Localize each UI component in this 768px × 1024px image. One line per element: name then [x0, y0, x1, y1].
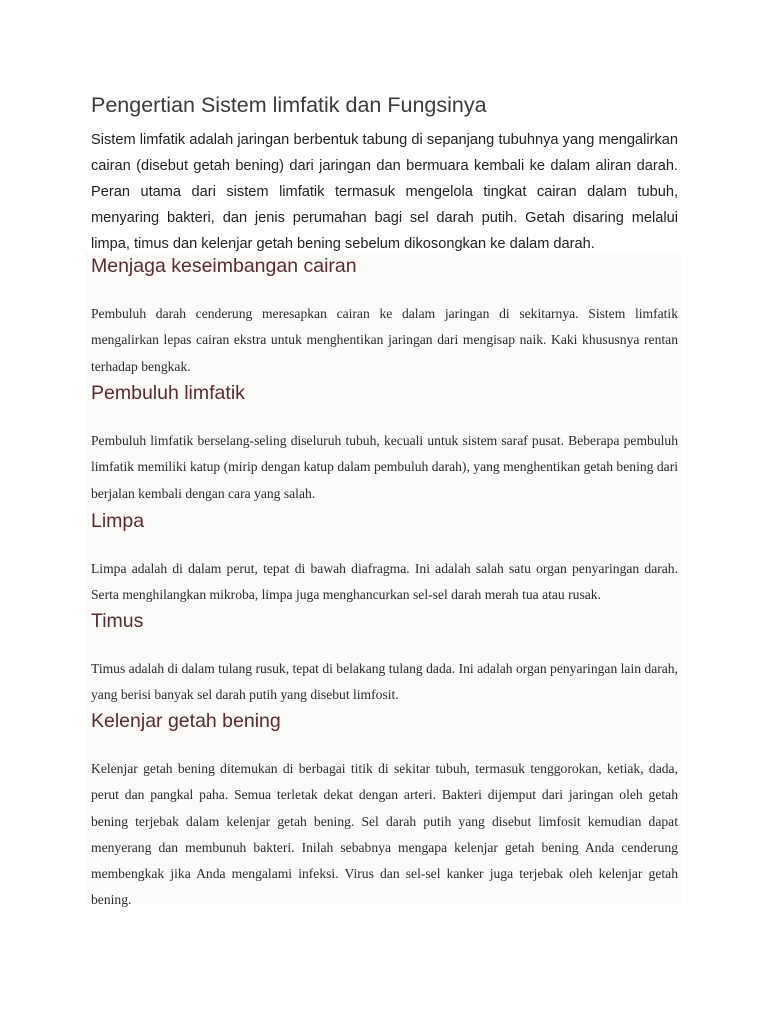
section-menjaga-keseimbangan [91, 252, 678, 380]
section-kelenjar-getah-bening [91, 707, 678, 914]
section-body: Limpa adalah di dalam perut, tepat di bawah diafragma. Ini adalah salah satu organ penyaringan darah. Serta menghilangkan mikroba, limpa juga menghancurkan sel-sel darah merah tua atau rusak. [91, 561, 678, 603]
section-heading: Pembuluh limfatik [91, 382, 245, 404]
section-pembuluh-limfatik [91, 379, 678, 507]
intro-paragraph: Sistem limfatik adalah jaringan berbentuk tabung di sepanjang tubuhnya yang mengalirkan cairan (disebut getah bening) dari jaringan dan bermuara kembali ke dalam aliran darah. Peran utama dari sistem limfatik termasuk mengelola tingkat cairan dalam tubuh, menyaring bakteri, dan jenis perumahan bagi sel darah putih. Getah disaring melalui limpa, timus dan kelenjar getah bening sebelum dikosongkan ke dalam darah. [91, 132, 678, 252]
section-body: Timus adalah di dalam tulang rusuk, tepat di belakang tulang dada. Ini adalah organ penyaringan lain darah, yang berisi banyak sel darah putih yang disebut limfosit. [91, 661, 679, 703]
section-heading: Timus [91, 610, 144, 632]
section-heading: Limpa [91, 510, 145, 532]
section-body: Pembuluh limfatik berselang-seling diseluruh tubuh, kecuali untuk sistem saraf pusat. Beberapa pembuluh limfatik memiliki katup (mirip dengan katup dalam pembuluh darah), yang menghentikan getah bening dari berjalan kembali dengan cara yang salah. [91, 433, 678, 501]
document-title: Pengertian Sistem limfatik dan Fungsinya [91, 93, 487, 117]
sections-panel [85, 252, 681, 908]
section-limpa [91, 507, 678, 609]
section-body: Kelenjar getah bening ditemukan di berbagai titik di sekitar tubuh, termasuk tenggorokan, ketiak, dada, perut dan pangkal paha. Semua terletak dekat dengan arteri. Bakteri dijemput dari jaringan oleh getah bening terjebak dalam kelenjar getah bening. Sel darah putih yang disebut limfosit kemudian dapat menyerang dan membunuh bakteri. Inilah sebabnya mengapa kelenjar getah bening Anda cenderung membengkak jika Anda mengalami infeksi. Virus dan sel-sel kanker juga terjebak oleh kelenjar getah bening. [91, 761, 678, 908]
section-body: Pembuluh darah cenderung meresapkan cairan ke dalam jaringan di sekitarnya. Sistem limfatik mengalirkan lepas cairan ekstra untuk menghentikan jaringan dari mengisap naik. Kaki khususnya rentan terhadap bengkak. [91, 306, 678, 374]
section-heading: Kelenjar getah bening [91, 710, 281, 732]
section-timus [91, 607, 678, 709]
section-heading: Menjaga keseimbangan cairan [91, 255, 357, 277]
intro-block [91, 90, 678, 257]
